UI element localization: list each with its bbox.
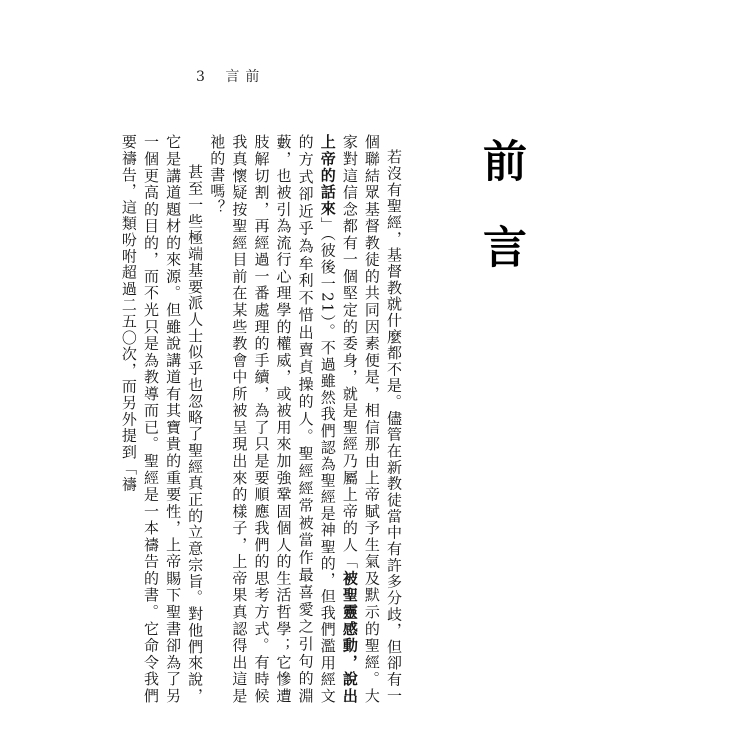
running-title: 言前 <box>225 69 266 85</box>
paragraph-2: 甚至一些極端基要派人士似乎也忽略了聖經真正的立意宗旨。對他們來說，它是講道題材的來源。但雖說講道有其寶貴的重要性，上帝賜下聖書卻為了另一個更高的目的，而不光只是為教導而已。聖經是一本禱告的書。它命令我們要禱告，這類吩咐超過二五〇次，而另外提到「禱 <box>119 134 205 704</box>
scripture-quote: 被聖靈感動，說出上帝的話來 <box>318 134 359 704</box>
body-text <box>118 134 405 704</box>
paragraph-1 <box>206 134 405 704</box>
chapter-title: 前言 <box>475 138 526 310</box>
running-head <box>196 66 265 86</box>
paragraph-1-part-b: 」（彼後一21）。不過雖然我們認為聖經是神聖的，但我們濫用經文的方式卻近乎為牟利不惜出賣貞操的人。聖經經常被當作最喜愛之引句的淵藪，也被引為流行心理學的權威，或被用來加強鞏固個人的生活哲學；它慘遭肢解切割，再經過一番處理的手續，為了只是要順應我們的思考方式。有時候我真懷疑按聖經目前在某些教會中所被呈現出來的樣子，上帝果真認得出這是祂的書嗎？ <box>208 134 337 705</box>
paragraph-1-part-a: 若沒有聖經，基督教就什麼都不是。儘管在新教徒當中有許多分歧，但卻有一個聯結眾基督教徒的共同因素便是，相信那由上帝賦予生氣及默示的聖經。大家對這信念都有一個堅定的委身，就是聖經乃屬上帝的人「 <box>340 134 403 704</box>
page-number: 3 <box>196 69 211 85</box>
